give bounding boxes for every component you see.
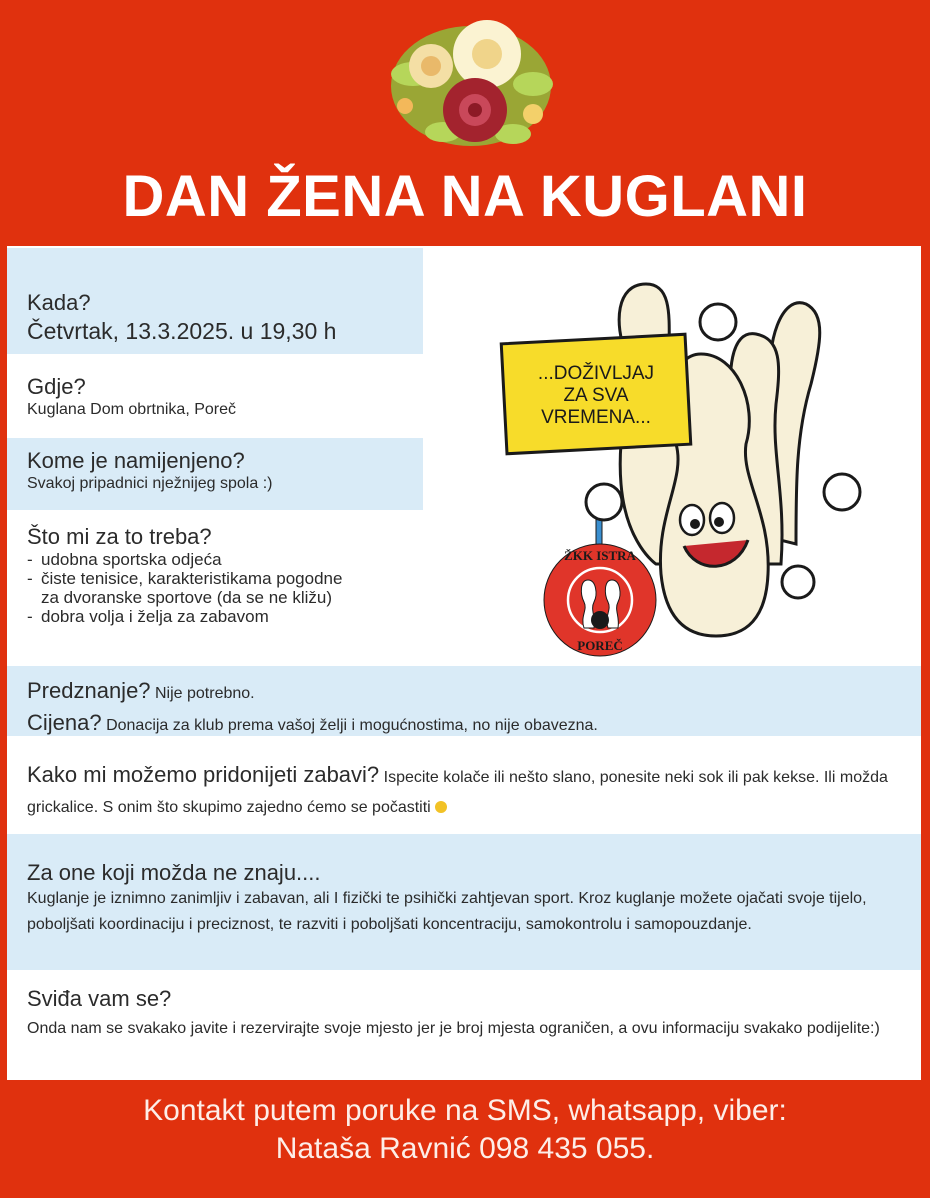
contact-line-2: Nataša Ravnić 098 435 055.	[275, 1132, 655, 1165]
price-value: Donacija za klub prema vašoj želji i mogućnostima, no nije obavezna.	[106, 717, 598, 734]
section-where	[7, 362, 423, 434]
price-row	[27, 710, 598, 736]
for-whom-label: Kome je namijenjeno?	[27, 448, 245, 473]
when-value: Četvrtak, 13.3.2025. u 19,30 h	[27, 318, 337, 344]
section-for-whom	[7, 438, 423, 510]
contact-footer	[0, 1092, 930, 1168]
sign-line-1: ...DOŽIVLJAJ	[537, 363, 655, 384]
needs-label: Što mi za to treba?	[27, 524, 212, 549]
sign-line-2: ZA SVA	[563, 385, 629, 406]
where-value: Kuglana Dom obrtnika, Poreč	[27, 401, 236, 418]
info-label: Za one koji možda ne znaju....	[27, 860, 321, 885]
like-label: Sviđa vam se?	[27, 986, 172, 1011]
for-whom-value: Svakoj pripadnici nježnijeg spola :)	[27, 475, 273, 492]
smiley-icon	[435, 801, 447, 813]
like-value: Onda nam se svakako javite i rezervirajte svoje mjesto jer je broj mjesta ograničen, a ovu informaciju svakako podijelite:)	[27, 1020, 880, 1037]
sign-line-3: VREMENA...	[541, 407, 651, 428]
section-like	[7, 974, 921, 1080]
prior-knowledge-value: Nije potrebno.	[155, 685, 255, 702]
where-label: Gdje?	[27, 374, 86, 399]
when-label: Kada?	[27, 290, 91, 315]
needs-list	[27, 550, 342, 626]
price-label: Cijena?	[27, 710, 102, 735]
prior-knowledge-label: Predznanje?	[27, 678, 151, 703]
section-info	[7, 834, 921, 970]
prior-knowledge-row	[27, 678, 598, 704]
club-badge-icon	[544, 544, 656, 656]
rose-bouquet-icon	[383, 14, 559, 156]
poster-title: DAN ŽENA NA KUGLANI	[122, 164, 808, 229]
badge-bottom-text: POREČ	[577, 638, 623, 653]
contact-line-1: Kontakt putem poruke na SMS, whatsapp, viber:	[143, 1094, 787, 1127]
bowling-pin-mascot-illustration	[496, 264, 876, 653]
badge-top-text: ŽKK ISTRA	[564, 548, 636, 563]
needs-item: - udobna sportska odjeća	[27, 550, 222, 569]
section-when	[7, 248, 423, 354]
needs-item: - čiste tenisice, karakteristikama pogodne za dvoranske sportove (da se ne kližu)	[27, 569, 343, 607]
section-needs	[7, 514, 447, 662]
info-value: Kuglanje je iznimno zanimljiv i zabavan, ali I fizički te psihički zahtjevan sport. Kroz kuglanje možete ojačati svoje tijelo, poboljšati koordinaciju i preciznost, te razviti i poboljšati koncentraciju, samokontrolu i samopouzdanje.	[27, 890, 867, 933]
section-knowledge-price	[7, 666, 921, 736]
needs-item: - dobra volja i želja za zabavom	[27, 607, 269, 626]
contribute-value: Ispecite kolače ili nešto slano, ponesite neki sok ili pak kekse. Ili možda grickalice. S onim što skupimo zajedno ćemo se počastiti	[27, 769, 888, 816]
contribute-label: Kako mi možemo pridonijeti zabavi?	[27, 762, 380, 787]
section-contribute	[7, 740, 921, 830]
